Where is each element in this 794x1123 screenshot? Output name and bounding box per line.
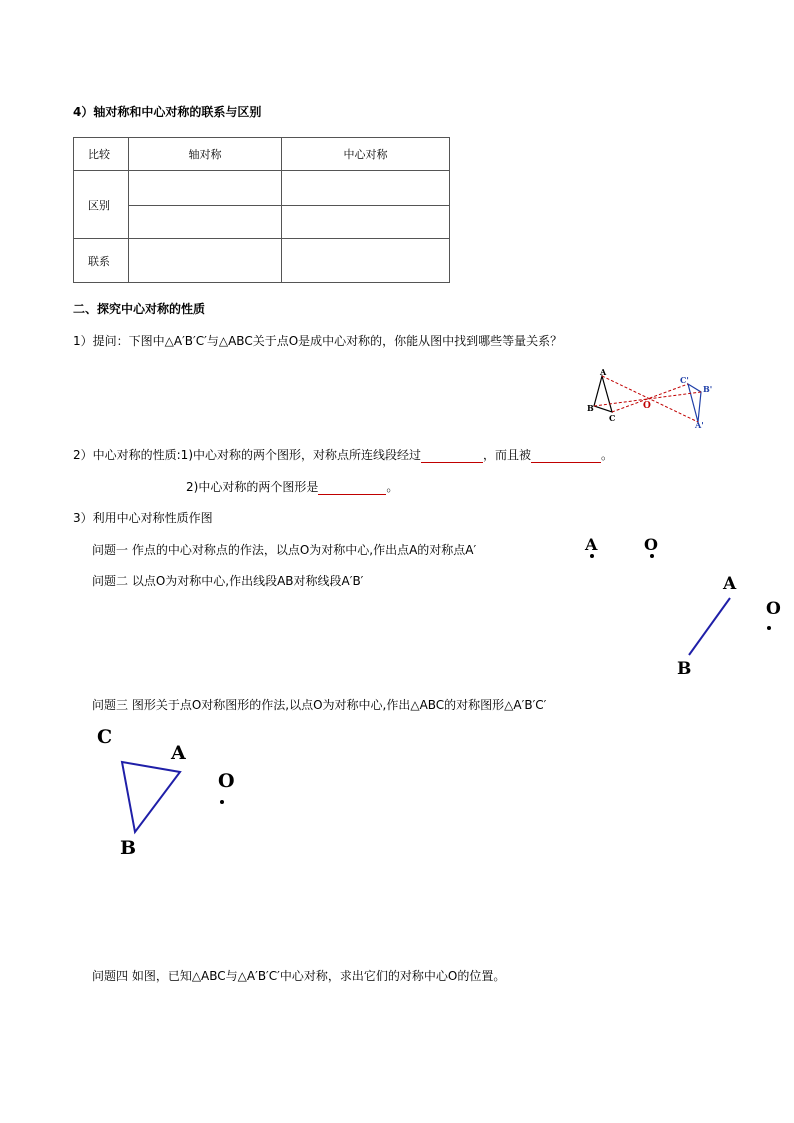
segment-ab	[689, 598, 730, 655]
segment-label-b: B	[677, 659, 692, 679]
table-header-axial: 轴对称	[129, 138, 282, 171]
point-o-dot	[650, 554, 654, 558]
comparison-table	[73, 137, 450, 283]
question-1: 1）提问：下图中△A′B′C′与△ABC关于点O是成中心对称的，你能从图中找到哪些等量关系？	[73, 334, 563, 348]
table-header-central: 中心对称	[282, 138, 450, 171]
triangle-label-c: C	[97, 726, 113, 748]
table-cell	[129, 239, 282, 283]
question-3: 3）利用中心对称性质作图	[73, 511, 213, 525]
section-2-heading: 二、探究中心对称的性质	[73, 302, 206, 316]
problem-3: 问题三 图形关于点O对称图形的作法,以点O为对称中心,作出△ABC的对称图形△A′B′C′	[92, 698, 547, 712]
triangle-abc-shape	[122, 762, 180, 832]
blank-line-3[interactable]	[318, 480, 386, 495]
label-b: B	[587, 403, 594, 413]
table-cell	[282, 239, 450, 283]
question-2-text-3: 。	[601, 448, 614, 462]
problem-4: 问题四 如图，已知△ABC与△A′B′C′中心对称，求出它们的对称中心O的位置。	[92, 969, 506, 983]
problem-1: 问题一 作点的中心对称点的作法，以点O为对称中心,作出点A的对称点A′	[92, 543, 477, 557]
problem-2: 问题二 以点O为对称中心,作出线段AB对称线段A′B′	[92, 574, 364, 588]
triangle-label-a: A	[171, 742, 186, 764]
blank-line-2[interactable]	[531, 448, 601, 463]
triangle-abc	[594, 376, 612, 412]
label-b-prime: B'	[703, 384, 713, 394]
point-a-dot	[590, 554, 594, 558]
triangle-label-o: O	[218, 770, 235, 792]
triangle-abc-figure	[110, 755, 190, 840]
point-label-o: O	[644, 535, 658, 554]
label-o: O	[643, 401, 651, 411]
table-cell	[282, 171, 450, 206]
question-2	[73, 447, 613, 463]
question-2b	[186, 479, 398, 495]
table-row-label-link: 联系	[74, 239, 129, 283]
question-2-text-2: ，而且被	[483, 448, 532, 462]
triangle-a2b2c2	[688, 384, 701, 422]
section-4-heading: 4）轴对称和中心对称的联系与区别	[73, 105, 262, 119]
question-2-text-1: 2）中心对称的性质:1)中心对称的两个图形，对称点所连线段经过	[73, 448, 421, 462]
table-cell	[129, 206, 282, 239]
table-cell	[282, 206, 450, 239]
point-label-a: A	[585, 535, 598, 554]
question-2b-text-1: 2)中心对称的两个图形是	[186, 480, 319, 494]
segment-label-a: A	[723, 574, 737, 594]
segment-point-o-dot	[767, 626, 771, 630]
label-c: C	[609, 413, 616, 423]
table-header-compare: 比较	[74, 138, 129, 171]
central-symmetry-figure	[584, 364, 724, 430]
segment-label-o: O	[766, 599, 781, 619]
table-row-label-diff: 区别	[74, 171, 129, 239]
segment-ab-figure	[680, 595, 740, 665]
triangle-point-o-dot	[220, 800, 224, 804]
blank-line-1[interactable]	[421, 448, 483, 463]
label-a-prime: A'	[695, 420, 704, 430]
label-c-prime: C'	[680, 375, 689, 385]
label-a: A	[600, 367, 607, 377]
triangle-label-b: B	[120, 837, 137, 859]
question-2b-text-2: 。	[386, 480, 399, 494]
table-cell	[129, 171, 282, 206]
